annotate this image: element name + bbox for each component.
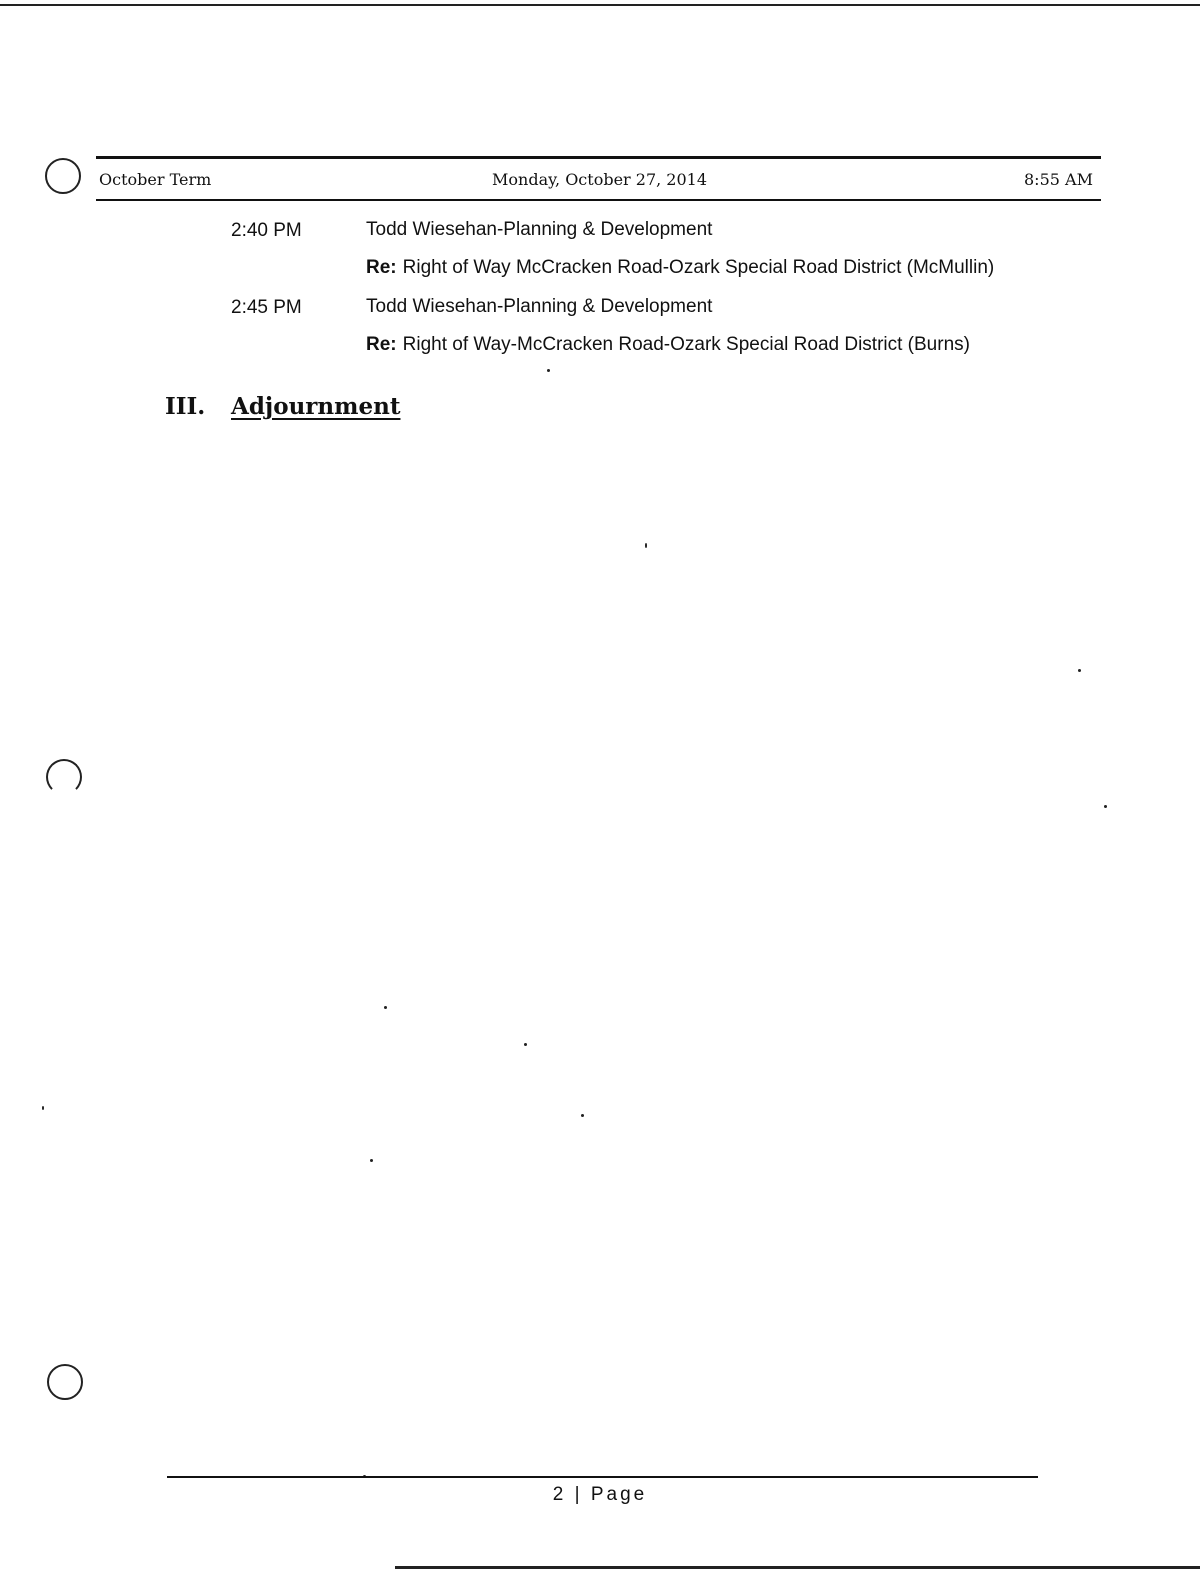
section-number: III. — [165, 393, 206, 420]
section-title: Adjournment — [231, 393, 401, 420]
re-label: Re: — [366, 334, 397, 355]
scan-edge-bottom — [395, 1566, 1200, 1569]
agenda-time: 2:45 PM — [231, 297, 302, 318]
header-rule-top — [96, 156, 1101, 159]
scan-speck — [581, 1114, 584, 1117]
agenda-presenter: Todd Wiesehan-Planning & Development — [366, 296, 713, 317]
header-term: October Term — [99, 170, 212, 189]
scan-speck — [524, 1043, 527, 1046]
header-date: Monday, October 27, 2014 — [492, 170, 708, 189]
footer-rule — [167, 1476, 1038, 1478]
agenda-re-line — [366, 334, 970, 356]
punch-hole-icon — [47, 1364, 83, 1400]
agenda-re-line — [366, 257, 994, 279]
agenda-presenter: Todd Wiesehan-Planning & Development — [366, 219, 713, 240]
punch-hole-icon — [46, 759, 82, 795]
header-time: 8:55 AM — [1024, 170, 1093, 189]
page-number: 2 | Page — [552, 1484, 648, 1505]
punch-hole-icon — [45, 158, 81, 194]
scan-edge-top — [0, 4, 1200, 6]
re-label: Re: — [366, 257, 397, 278]
scan-speck — [42, 1106, 44, 1110]
section-heading — [165, 393, 400, 420]
re-text: Right of Way-McCracken Road-Ozark Special Road District (Burns) — [402, 334, 970, 355]
scan-speck — [645, 543, 647, 548]
scan-speck — [370, 1159, 373, 1162]
scan-speck — [384, 1006, 387, 1009]
scan-speck — [1078, 669, 1081, 672]
scan-speck — [1104, 805, 1107, 808]
header-rule-bottom — [96, 199, 1101, 201]
re-text: Right of Way McCracken Road-Ozark Special Road District (McMullin) — [402, 257, 995, 278]
scan-speck — [547, 369, 550, 372]
agenda-time: 2:40 PM — [231, 220, 302, 241]
